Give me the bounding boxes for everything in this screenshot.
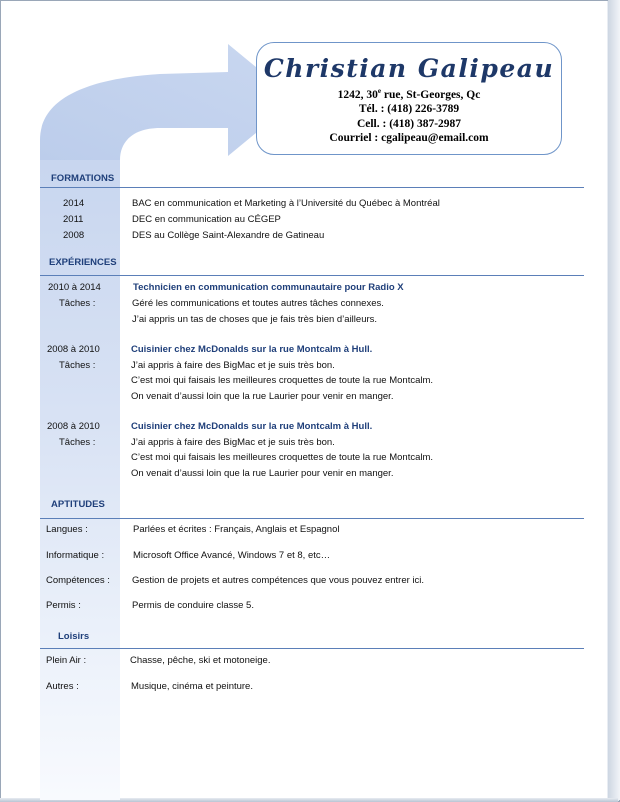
aptitude-text: Microsoft Office Avancé, Windows 7 et 8, etc… [133, 550, 331, 561]
job-title: Cuisinier chez McDonalds sur la rue Montcalm à Hull. [131, 344, 373, 355]
formation-year: 2008 [63, 230, 85, 241]
job-period: 2008 à 2010 [47, 344, 100, 355]
phone-line: Tél. : (418) 226-3789 [358, 103, 460, 116]
formation-year: 2011 [63, 214, 84, 225]
formation-year: 2014 [63, 198, 85, 209]
job-period: 2010 à 2014 [48, 282, 101, 293]
aptitude-text: Permis de conduire classe 5. [132, 600, 254, 611]
job-task-line: J’ai appris à faire des BigMac et je suis très bon. [131, 437, 335, 448]
side-column-bar [40, 160, 120, 800]
section-divider [40, 518, 584, 519]
address-line: 1242, 30e rue, St-Georges, Qc [337, 87, 481, 101]
cell-line: Cell. : (418) 387-2987 [356, 117, 462, 130]
section-title-loisirs: Loisirs [58, 631, 90, 642]
hobby-text: Musique, cinéma et peinture. [131, 681, 253, 692]
candidate-name: Christian Galipeau [263, 54, 555, 83]
tasks-label: Tâches : [59, 437, 96, 448]
aptitude-label: Informatique : [46, 550, 105, 561]
aptitude-text: Parlées et écrites : Français, Anglais et Espagnol [133, 524, 340, 535]
job-title: Technicien en communication communautaire pour Radio X [133, 282, 404, 293]
job-task-line: J’ai appris à faire des BigMac et je suis très bon. [131, 360, 335, 371]
tasks-label: Tâches : [59, 298, 96, 309]
aptitude-label: Langues : [46, 524, 88, 535]
section-divider [40, 187, 584, 188]
section-title-experiences: EXPÉRIENCES [49, 257, 117, 268]
tasks-label: Tâches : [59, 360, 96, 371]
aptitude-label: Permis : [46, 600, 81, 611]
section-title-aptitudes: APTITUDES [51, 499, 105, 510]
job-task-line: C’est moi qui faisais les meilleures croquettes de toute la rue Montcalm. [131, 452, 434, 463]
section-title-formations: FORMATIONS [51, 173, 115, 184]
formation-text: BAC en communication et Marketing à l’Université du Québec à Montréal [132, 198, 440, 209]
job-task-line: C’est moi qui faisais les meilleures croquettes de toute la rue Montcalm. [131, 375, 434, 386]
aptitude-label: Compétences : [46, 575, 110, 586]
email-line: Courriel : cgalipeau@email.com [329, 132, 489, 145]
job-task-line: On venait d’aussi loin que la rue Laurier pour venir en manger. [131, 468, 394, 479]
job-task-line: On venait d’aussi loin que la rue Laurier pour venir en manger. [131, 391, 394, 402]
hobby-label: Autres : [46, 681, 79, 692]
hobby-label: Plein Air : [46, 655, 87, 666]
formation-text: DES au Collège Saint-Alexandre de Gatineau [132, 230, 325, 241]
formation-text: DEC en communication au CÉGEP [132, 214, 281, 225]
section-divider [40, 275, 584, 276]
job-task-line: Géré les communications et toutes autres tâches connexes. [132, 298, 384, 309]
hobby-text: Chasse, pêche, ski et motoneige. [130, 655, 271, 666]
job-period: 2008 à 2010 [47, 421, 100, 432]
header-name-box [256, 42, 562, 155]
job-task-line: J’ai appris un tas de choses que je fais très bien d’ailleurs. [132, 314, 378, 325]
section-divider [40, 648, 584, 649]
aptitude-text: Gestion de projets et autres compétences que vous pouvez entrer ici. [132, 575, 425, 586]
job-title: Cuisinier chez McDonalds sur la rue Montcalm à Hull. [131, 421, 373, 432]
